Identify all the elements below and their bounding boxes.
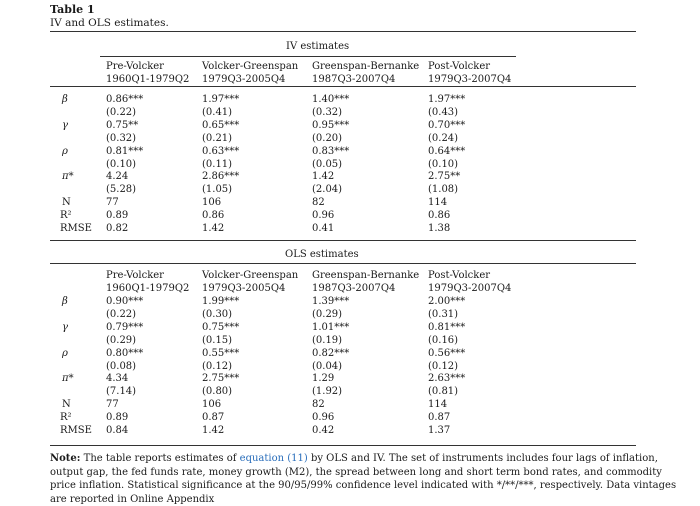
table-cell: 1.39*** [312,296,350,307]
table-cell: (0.29) [106,334,137,346]
column-header: Pre-Volcker [106,270,164,281]
table-cell: 1.38 [428,223,451,234]
column-period: 1979Q3-2007Q4 [428,283,512,294]
table-cell: 0.84 [106,425,129,436]
column-period: 1979Q3-2005Q4 [202,283,286,294]
table-cell: 1.42 [202,223,225,234]
table-subtitle: IV and OLS estimates. [50,17,169,29]
table-cell: (1.05) [202,184,233,196]
section-end-rule [50,445,636,446]
row-label: π* [62,171,74,183]
table-cell: (0.80) [202,386,233,398]
row-label: RMSE [60,223,92,234]
table-cell: 0.96 [312,210,335,222]
column-header: Greenspan-Bernanke [312,270,420,281]
column-period: 1960Q1-1979Q2 [106,283,190,294]
table-cell: 2.75*** [202,373,240,385]
table-cell: 4.24 [106,171,129,183]
table-cell: 106 [202,399,222,411]
table-cell: 1.42 [312,171,335,183]
table-cell: 0.56*** [428,347,466,359]
table-top-rule [50,31,636,32]
column-header: Greenspan-Bernanke [312,61,420,72]
table-cell: (5.28) [106,184,137,196]
table-cell: (0.04) [312,360,343,372]
table-cell: 0.87 [202,412,225,424]
column-header: Post-Volcker [428,61,491,72]
table-cell: (1.08) [428,184,459,196]
table-cell: (0.21) [202,132,233,144]
table-cell: 0.70*** [428,119,466,131]
column-header: Volcker-Greenspan [202,61,299,72]
table-cell: (0.81) [428,386,459,398]
table-cell: 77 [106,197,119,209]
table-cell: 0.65*** [202,119,240,131]
table-cell: (0.20) [312,132,343,144]
table-cell: (0.08) [106,360,137,372]
table-cell: (0.22) [106,106,137,118]
table-cell: 82 [312,399,325,411]
table-cell: (0.41) [202,106,233,118]
table-cell: 0.63*** [202,145,240,157]
equation-link[interactable]: equation (11) [239,453,308,464]
table-cell: (0.12) [428,360,459,372]
column-period: 1987Q3-2007Q4 [312,283,396,294]
table-cell: 114 [428,197,448,209]
row-label: γ [62,321,68,333]
table-cell: (0.19) [312,334,343,346]
table-cell: (0.10) [428,158,459,170]
table-cell: 82 [312,197,325,209]
row-label: γ [62,119,68,131]
table-cell: 1.97*** [202,94,240,105]
section-rule [100,56,516,57]
table-cell: 114 [428,399,448,411]
table-cell: 0.90*** [106,296,144,307]
table-cell: 0.79*** [106,321,144,333]
table-cell: 106 [202,197,222,209]
table-cell: 1.40*** [312,94,350,105]
table-cell: 0.81*** [428,321,466,333]
table-cell: (7.14) [106,386,137,398]
column-header: Pre-Volcker [106,61,164,72]
table-cell: 0.75** [106,119,139,131]
table-cell: 0.75*** [202,321,240,333]
section-rule [50,263,636,264]
table-title: Table 1 [50,3,95,16]
table-cell: (0.15) [202,334,233,346]
row-label: π* [62,373,74,385]
table-cell: (0.05) [312,158,343,170]
table-cell: 1.37 [428,425,451,436]
table-cell: 0.80*** [106,347,144,359]
table-cell: (0.32) [106,132,137,144]
table-cell: 0.81*** [106,145,144,157]
table-cell: (0.10) [106,158,137,170]
section-label: OLS estimates [285,249,359,260]
table-cell: 1.97*** [428,94,466,105]
row-label: R² [60,412,72,424]
row-label: R² [60,210,72,222]
row-label: RMSE [60,425,92,436]
table-cell: (0.30) [202,308,233,320]
table-cell: 0.95*** [312,119,350,131]
column-period: 1979Q3-2007Q4 [428,74,512,85]
table-cell: 0.55*** [202,347,240,359]
table-cell: (0.32) [312,106,343,118]
table-cell: (2.04) [312,184,343,196]
table-cell: 0.89 [106,210,129,222]
table-cell: (1.92) [312,386,343,398]
table-cell: (0.29) [312,308,343,320]
header-rule [50,86,636,87]
table-cell: (0.11) [202,158,233,170]
table-cell: 1.99*** [202,296,240,307]
row-label: ρ [62,347,68,359]
table-cell: 0.42 [312,425,335,436]
row-label: β [62,94,68,105]
row-label: ρ [62,145,68,157]
row-label: β [62,296,68,307]
table-cell: 0.83*** [312,145,350,157]
column-period: 1979Q3-2005Q4 [202,74,286,85]
table-cell: 2.63*** [428,373,466,385]
table-cell: 0.41 [312,223,335,234]
table-cell: (0.16) [428,334,459,346]
table-cell: 0.64*** [428,145,466,157]
table-cell: 0.87 [428,412,451,424]
column-period: 1960Q1-1979Q2 [106,74,190,85]
table-cell: 1.29 [312,373,335,385]
note-text-after: by OLS and IV. The set of instruments includes four lags of inflation, output gap, the fed funds rate, money growth (M2), the spread between long and short term bond rates, and commodity price inflation. Statistical significance at the 90/95/99% confidence level indicated with */**/***, respectively. Data vintages are reported in Online Appendix [50,453,677,505]
note-label: Note: [50,453,81,464]
table-cell: 0.82 [106,223,129,234]
row-label: N [62,197,71,209]
table-cell: 1.42 [202,425,225,436]
table-cell: 0.89 [106,412,129,424]
column-header: Post-Volcker [428,270,491,281]
table-note [50,452,690,506]
table-cell: (0.22) [106,308,137,320]
column-period: 1987Q3-2007Q4 [312,74,396,85]
table-cell: (0.12) [202,360,233,372]
column-header: Volcker-Greenspan [202,270,299,281]
note-text-before: The table reports estimates of [83,453,237,464]
table-cell: 2.00*** [428,296,466,307]
table-cell: 0.86 [428,210,451,222]
row-label: N [62,399,71,411]
table-cell: 0.96 [312,412,335,424]
table-cell: 0.82*** [312,347,350,359]
table-cell: 2.86*** [202,171,240,183]
table-cell: 0.86 [202,210,225,222]
table-cell: 0.86*** [106,94,144,105]
table-cell: 4.34 [106,373,129,385]
table-cell: (0.43) [428,106,459,118]
table-cell: 77 [106,399,119,411]
table-cell: 2.75** [428,171,461,183]
section-end-rule [50,240,636,241]
table-cell: (0.31) [428,308,459,320]
section-label: IV estimates [286,41,350,52]
table-cell: 1.01*** [312,321,350,333]
table-cell: (0.24) [428,132,459,144]
